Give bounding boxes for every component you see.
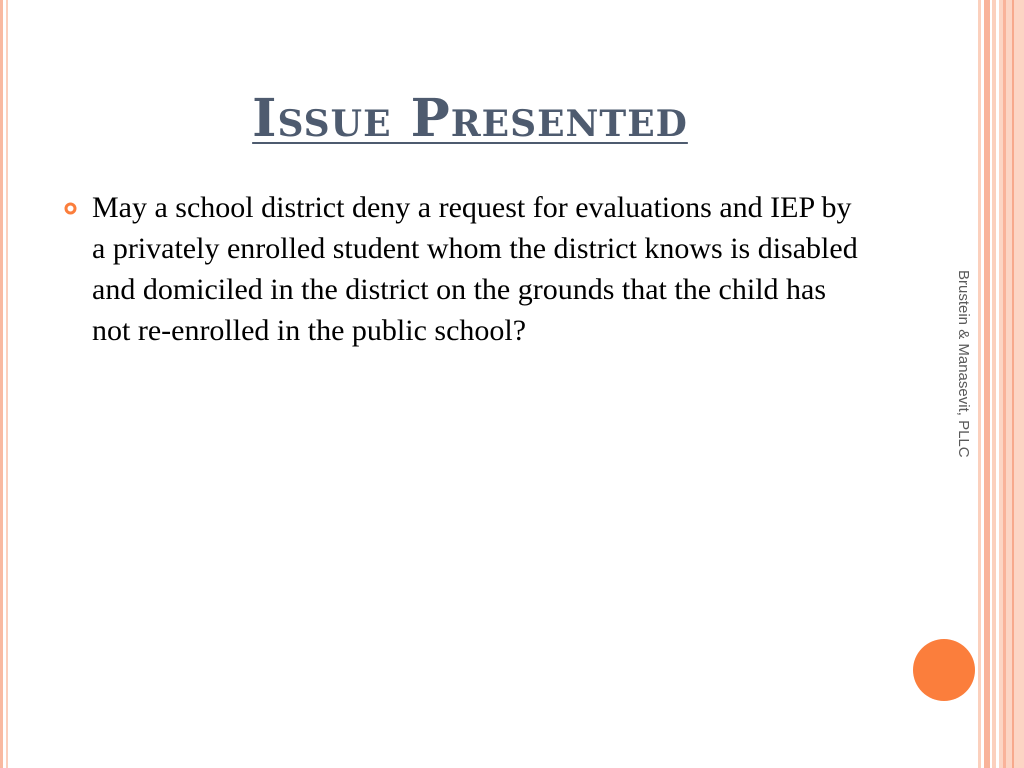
- orange-circle-icon: [913, 639, 975, 701]
- right-border-stripe: [992, 0, 996, 768]
- bullet-text: May a school district deny a request for evaluations and IEP by a privately enrolled student whom the district knows is disabled and domiciled in the district on the grounds that the child has not re-enrolled in the public school?: [92, 191, 858, 347]
- left-border-stripe: [6, 0, 8, 768]
- right-border-stripe: [978, 0, 981, 768]
- slide-title: [60, 88, 880, 149]
- footer-firm-name: Brustein & Manasevit, PLLC: [955, 270, 972, 458]
- right-border-stripe: [1012, 0, 1014, 768]
- left-border-stripe: [0, 0, 3, 768]
- bullet-list: [64, 187, 864, 351]
- right-border-stripe: [984, 0, 990, 768]
- right-border-stripe: [1003, 0, 1006, 768]
- slide-title-text: Issue Presented: [252, 88, 688, 149]
- bullet-item: [64, 187, 864, 351]
- hollow-circle-bullet-icon: [64, 202, 77, 215]
